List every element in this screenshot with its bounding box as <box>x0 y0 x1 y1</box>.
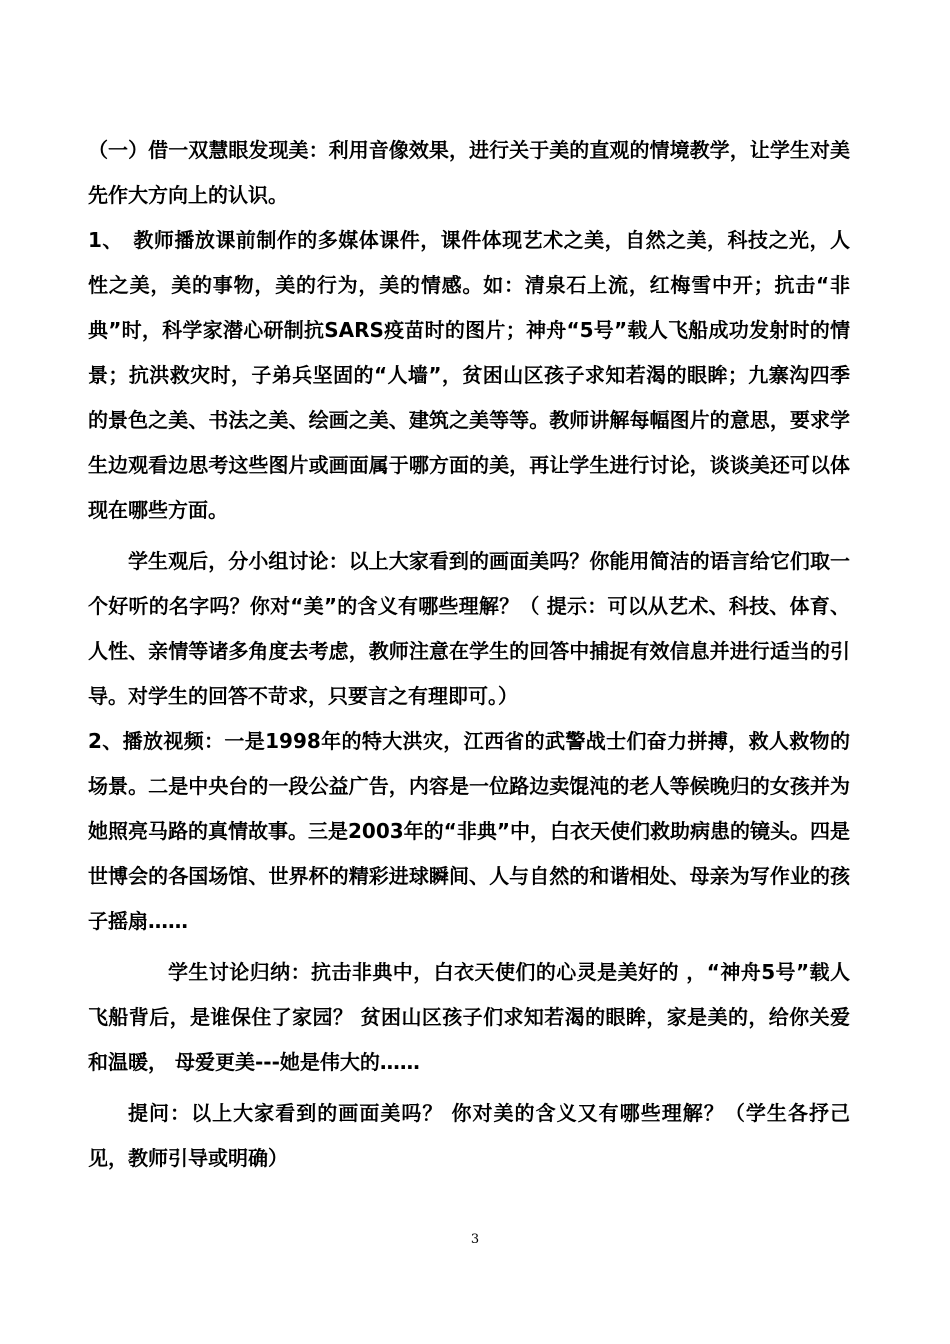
question-paragraph: 提问：以上大家看到的画面美吗？ 你对美的含义又有哪些理解？（学生各抒己见，教师引导或明确） <box>88 1101 850 1170</box>
page-number: 3 <box>470 1232 480 1247</box>
discussion-summary-paragraph: 学生讨论归纳：抗击非典中，白衣天使们的心灵是美好的 ，“神舟5号”载人飞船背后，是谁保住了家园？ 贫困山区孩子们求知若渴的眼眸，家是美的，给你关爱和温暖， 母爱更美---她是伟大的…… <box>88 960 850 1074</box>
page-body <box>88 128 850 1181</box>
step-2-paragraph: 2、播放视频：一是1998年的特大洪灾，江西省的武警战士们奋力拼搏，救人救物的场景。二是中央台的一段公益广告，内容是一位路边卖馄沌的老人等候晚归的女孩并为她照亮马路的真情故事。三是2003年的“非典”中，白衣天使们救助病患的镜头。四是世博会的各国场馆、世界杯的精彩进球瞬间、人与自然的和谐相处、母亲为写作业的孩子摇扇…… <box>88 729 850 933</box>
step-1-paragraph: 1、 教师播放课前制作的多媒体课件，课件体现艺术之美，自然之美，科技之光，人性之美，美的事物，美的行为，美的情感。如：清泉石上流，红梅雪中开；抗击“非典”时，科学家潜心研制抗SARS疫苗时的图片；神舟“5号”载人飞船成功发射时的情景；抗洪救灾时，子弟兵坚固的“人墙”，贫困山区孩子求知若渴的眼眸；九寨沟四季的景色之美、书法之美、绘画之美、建筑之美等等。教师讲解每幅图片的意思，要求学生边观看边思考这些图片或画面属于哪方面的美，再让学生进行讨论，谈谈美还可以体现在哪些方面。 <box>88 228 850 522</box>
section-heading-paragraph: （一）借一双慧眼发现美：利用音像效果，进行关于美的直观的情境教学，让学生对美先作大方向上的认识。 <box>88 138 850 207</box>
student-discussion-paragraph: 学生观后，分小组讨论：以上大家看到的画面美吗？你能用简洁的语言给它们取一个好听的名字吗？你对“美”的含义有哪些理解？（ 提示：可以从艺术、科技、体育、人性、亲情等诸多角度去考虑，教师注意在学生的回答中捕捉有效信息并进行适当的引导。对学生的回答不苛求，只要言之有理即可。） <box>88 549 850 708</box>
